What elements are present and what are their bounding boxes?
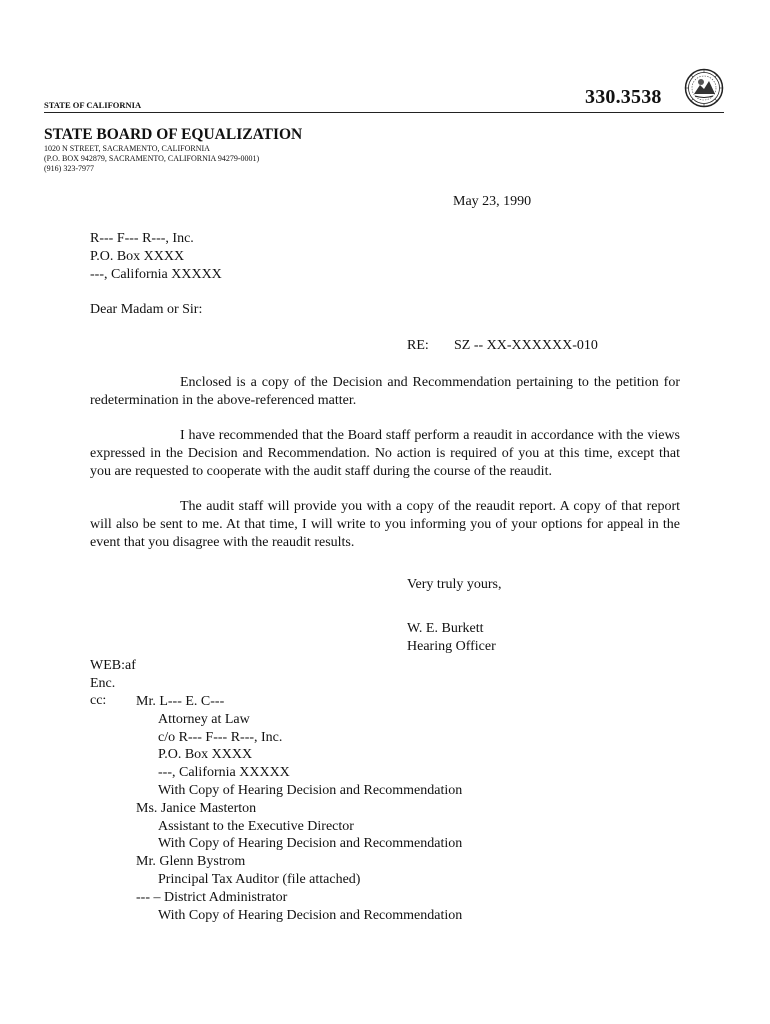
recipient-line: P.O. Box XXXX [90,249,185,264]
cc-detail: Attorney at Law [158,711,250,727]
cc-recipient-name: Ms. Janice Masterton [136,800,257,816]
closing: Very truly yours, [407,577,502,592]
enclosure-notation: Enc. [90,676,116,691]
document-number: 330.3538 [585,86,662,108]
cc-label: cc: [90,693,107,708]
phone-line: (916) 323-7977 [44,164,94,173]
cc-recipient-name: Mr. Glenn Bystrom [136,854,246,870]
salutation: Dear Madam or Sir: [90,302,203,317]
body-paragraph: Enclosed is a copy of the Decision and Recommendation pertaining to the petition for redetermination in the above-referenced matter. [90,375,680,408]
re-value: SZ -- XX-XXXXXX-010 [454,338,598,353]
re-label: RE: [407,338,429,353]
state-label: STATE OF CALIFORNIA [44,100,142,110]
body-paragraph: I have recommended that the Board staff perform a reaudit in accordance with the views expressed in the Decision and Recommendation. No action is required of you at this time, except that you are requested to cooperate with the audit staff during the course of the reaudit. [90,428,680,479]
recipient-line: R--- F--- R---, Inc. [90,231,194,246]
header-rule [44,112,724,113]
cc-detail: Principal Tax Auditor (file attached) [158,871,361,887]
cc-recipient-name: --- – District Administrator [136,889,288,905]
cc-detail: With Copy of Hearing Decision and Recommendation [158,782,463,798]
agency-name: STATE BOARD OF EQUALIZATION [44,126,303,143]
cc-detail: ---, California XXXXX [158,765,290,781]
agency-address [44,144,259,174]
cc-detail: With Copy of Hearing Decision and Recommendation [158,836,463,852]
recipient-address [90,230,222,284]
address-line: (P.O. BOX 942879, SACRAMENTO, CALIFORNIA 94279-0001) [44,154,260,163]
cc-detail: With Copy of Hearing Decision and Recommendation [158,907,463,923]
cc-recipient-name: Mr. L--- E. C--- [136,694,225,709]
letter-date: May 23, 1990 [453,194,532,209]
signature-block [407,620,496,656]
state-seal-icon [684,68,724,108]
reference-initials: WEB:af [90,658,136,673]
reference-initials-block [90,657,136,693]
body-paragraph: The audit staff will provide you with a copy of the reaudit report. A copy of that report will also be sent to me. At that time, I will write to you informing you of your options for appeal in the event that you disagree with the reaudit results. [90,499,680,550]
signer-title: Hearing Officer [407,639,496,654]
signer-name: W. E. Burkett [407,621,484,636]
cc-list [136,693,462,924]
address-line: 1020 N STREET, SACRAMENTO, CALIFORNIA [44,144,210,153]
cc-detail: c/o R--- F--- R---, Inc. [158,729,283,745]
cc-detail: P.O. Box XXXX [158,747,253,763]
cc-detail: Assistant to the Executive Director [158,818,354,834]
recipient-line: ---, California XXXXX [90,267,222,282]
